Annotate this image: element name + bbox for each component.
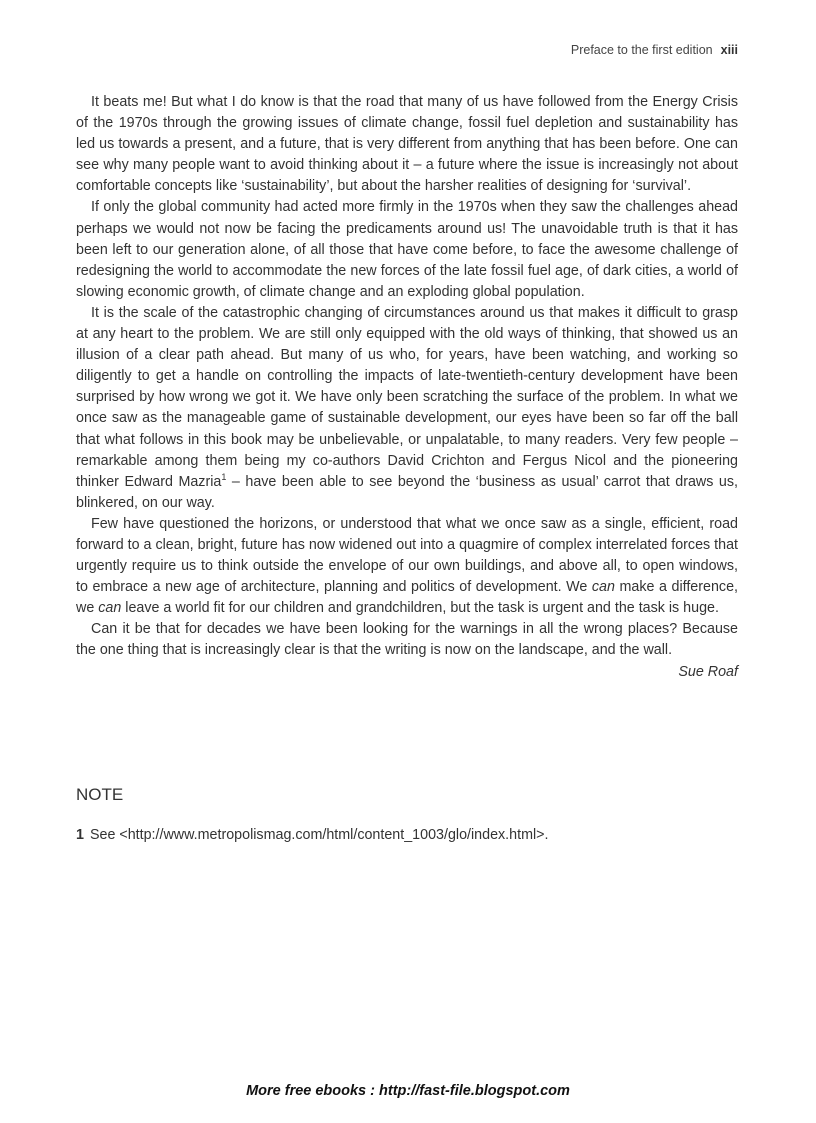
emphasis-can-2: can: [98, 600, 122, 617]
note-text[interactable]: See <http://www.metropolismag.com/html/content_1003/glo/index.html>.: [89, 827, 549, 843]
paragraph-5: Can it be that for decades we have been looking for the warnings in all the wrong places? Because the one thing that is increasingly clear is that the writing is now on the landscape, and the wall.: [76, 621, 738, 659]
paragraph-3-text-end: – have been able to see beyond the ‘business as usual’ carrot that draws us, blinkered, on our way.: [76, 473, 738, 511]
note-item: [76, 825, 549, 846]
footnote-ref-1[interactable]: 1: [221, 471, 227, 482]
running-title: Preface to the first edition: [570, 43, 713, 57]
paragraph-3-text: It is the scale of the catastrophic changing of circumstances around us that makes it difficult to grasp at any heart to the problem. We are still only equipped with the old ways of thinking, that showed us an illusion of a clear path ahead. But many of us who, for years, have been watching, and working so diligently to get a handle on controlling the impacts of late-twentieth-century development have been surprised by how wrong we got it. We have only been scratching the surface of the problem. In what we once saw as the manageable game of sustainable development, our eyes have been so far off the ball that what follows in this book may be unbelievable, or unpalatable, to many readers. Very few people – remarkable among them being my co-authors David Crichton and Fergus Nicol and the pioneering thinker Edward Mazria: [76, 304, 738, 490]
paragraph-4-text-a: Few have questioned the horizons, or understood that what we once saw as a single, efficient, road forward to a clean, bright, future has now widened out into a quagmire of complex interrelated forces that urgently require us to think outside the envelope of our own buildings, and above all, to open windows, to embrace a new age of architecture, planning and politics of development. We: [76, 515, 738, 596]
page-number: xiii: [720, 43, 738, 57]
paragraph-3: [76, 303, 738, 514]
running-header: [571, 43, 738, 57]
paragraph-1: It beats me! But what I do know is that the road that many of us have followed from the Energy Crisis of the 1970s through the growing issues of climate change, fossil fuel depletion and sustainability has led us towards a present, and a future, that is very different from anything that has been before. One can see why many people want to avoid thinking about it – a future where the issue is increasingly not about comfortable concepts like ‘sustainability’, but about the harsher realities of designing for ‘survival’.: [76, 94, 738, 195]
notes-heading: NOTE: [76, 785, 124, 804]
author-signature: Sue Roaf: [678, 663, 738, 680]
preface-body: [76, 92, 738, 683]
emphasis-can-1: can: [591, 579, 615, 596]
note-number: 1: [76, 827, 84, 843]
paragraph-2: If only the global community had acted more firmly in the 1970s when they saw the challenges ahead perhaps we would not now be facing the predicaments around us! The unavoidable truth is that it has been left to our generation alone, of all those that have come before, to face the awesome challenge of redesigning the world to accommodate the new forces of the late fossil fuel age, of dark cities, a world of slowing economic growth, of climate change and an exploding global population.: [76, 199, 738, 300]
paragraph-4-text-c: leave a world fit for our children and grandchildren, but the task is urgent and the task is huge.: [121, 600, 719, 617]
paragraph-4-text-b: make a difference, we: [76, 579, 738, 617]
footer-link[interactable]: More free ebooks : http://fast-file.blogspot.com: [246, 1083, 570, 1099]
paragraph-4: [76, 514, 738, 619]
